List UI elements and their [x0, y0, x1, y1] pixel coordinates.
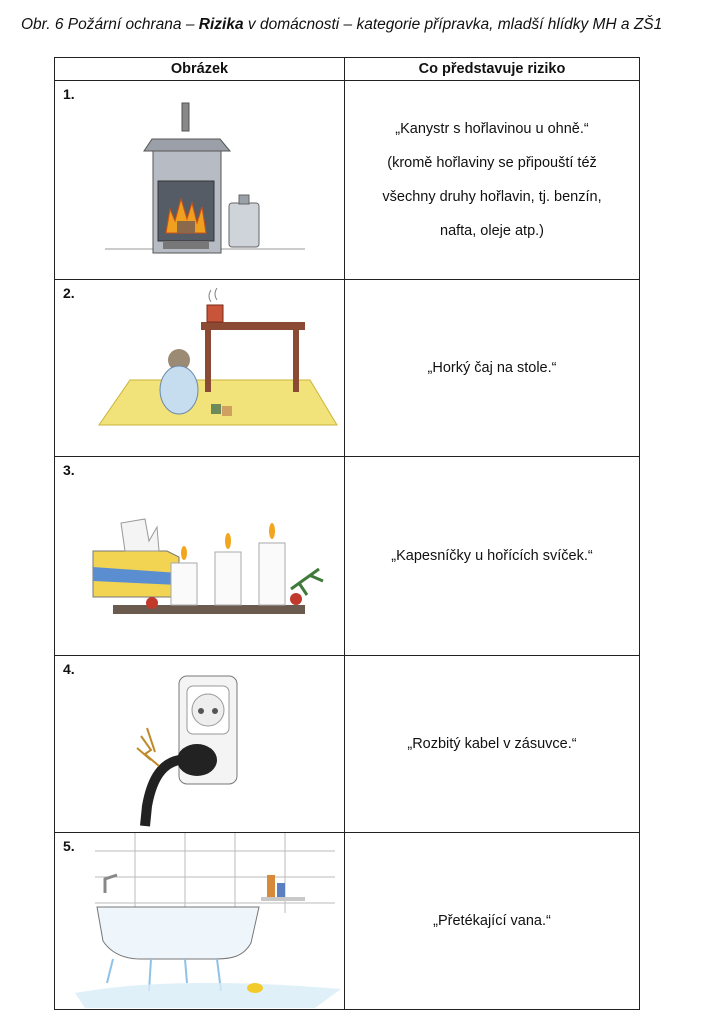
table-row	[55, 833, 640, 1010]
image-cell	[55, 457, 345, 656]
image-cell	[55, 280, 345, 457]
risk-text: nafta, oleje atp.)	[440, 223, 544, 239]
row-number: 5.	[63, 838, 75, 854]
risk-text: „Horký čaj na stole.“	[427, 360, 557, 376]
risk-text: „Rozbitý kabel v zásuvce.“	[407, 736, 577, 752]
image-cell	[55, 81, 345, 280]
risk-text: „Kanystr s hořlavinou u ohně.“	[395, 121, 589, 137]
table-row	[55, 656, 640, 833]
overflowing-bathtub-illustration	[55, 833, 345, 1010]
header-image: Obrázek	[55, 58, 345, 81]
broken-cable-socket-illustration	[55, 656, 345, 833]
header-risk: Co představuje riziko	[345, 58, 640, 81]
row-number: 4.	[63, 661, 75, 677]
table-row	[55, 81, 640, 280]
row-number: 2.	[63, 285, 75, 301]
risk-text-cell	[345, 457, 640, 656]
child-table-hot-tea-illustration	[55, 280, 345, 457]
stove-fire-canister-illustration	[55, 81, 345, 280]
figure-caption	[21, 16, 662, 34]
caption-prefix: Obr. 6 Požární ochrana –	[21, 16, 199, 33]
risk-text-cell	[345, 833, 640, 1010]
table-header-row	[55, 58, 640, 81]
table-row	[55, 280, 640, 457]
image-cell	[55, 833, 345, 1010]
row-number: 3.	[63, 462, 75, 478]
caption-highlight: Rizika	[198, 16, 244, 33]
risk-text: „Kapesníčky u hořících svíček.“	[391, 548, 593, 564]
risk-text: (kromě hořlaviny se připouští též	[387, 155, 597, 171]
risk-table	[54, 57, 640, 1010]
row-number: 1.	[63, 86, 75, 102]
risk-text: všechny druhy hořlavin, tj. benzín,	[382, 189, 602, 205]
tissues-burning-candles-illustration	[55, 457, 345, 656]
caption-suffix: v domácnosti – kategorie přípravka, mladší hlídky MH a ZŠ1	[243, 16, 663, 33]
table-row	[55, 457, 640, 656]
image-cell	[55, 656, 345, 833]
risk-text-cell	[345, 656, 640, 833]
risk-text-cell	[345, 280, 640, 457]
risk-text: „Přetékající vana.“	[433, 913, 551, 929]
risk-text-cell	[345, 81, 640, 280]
